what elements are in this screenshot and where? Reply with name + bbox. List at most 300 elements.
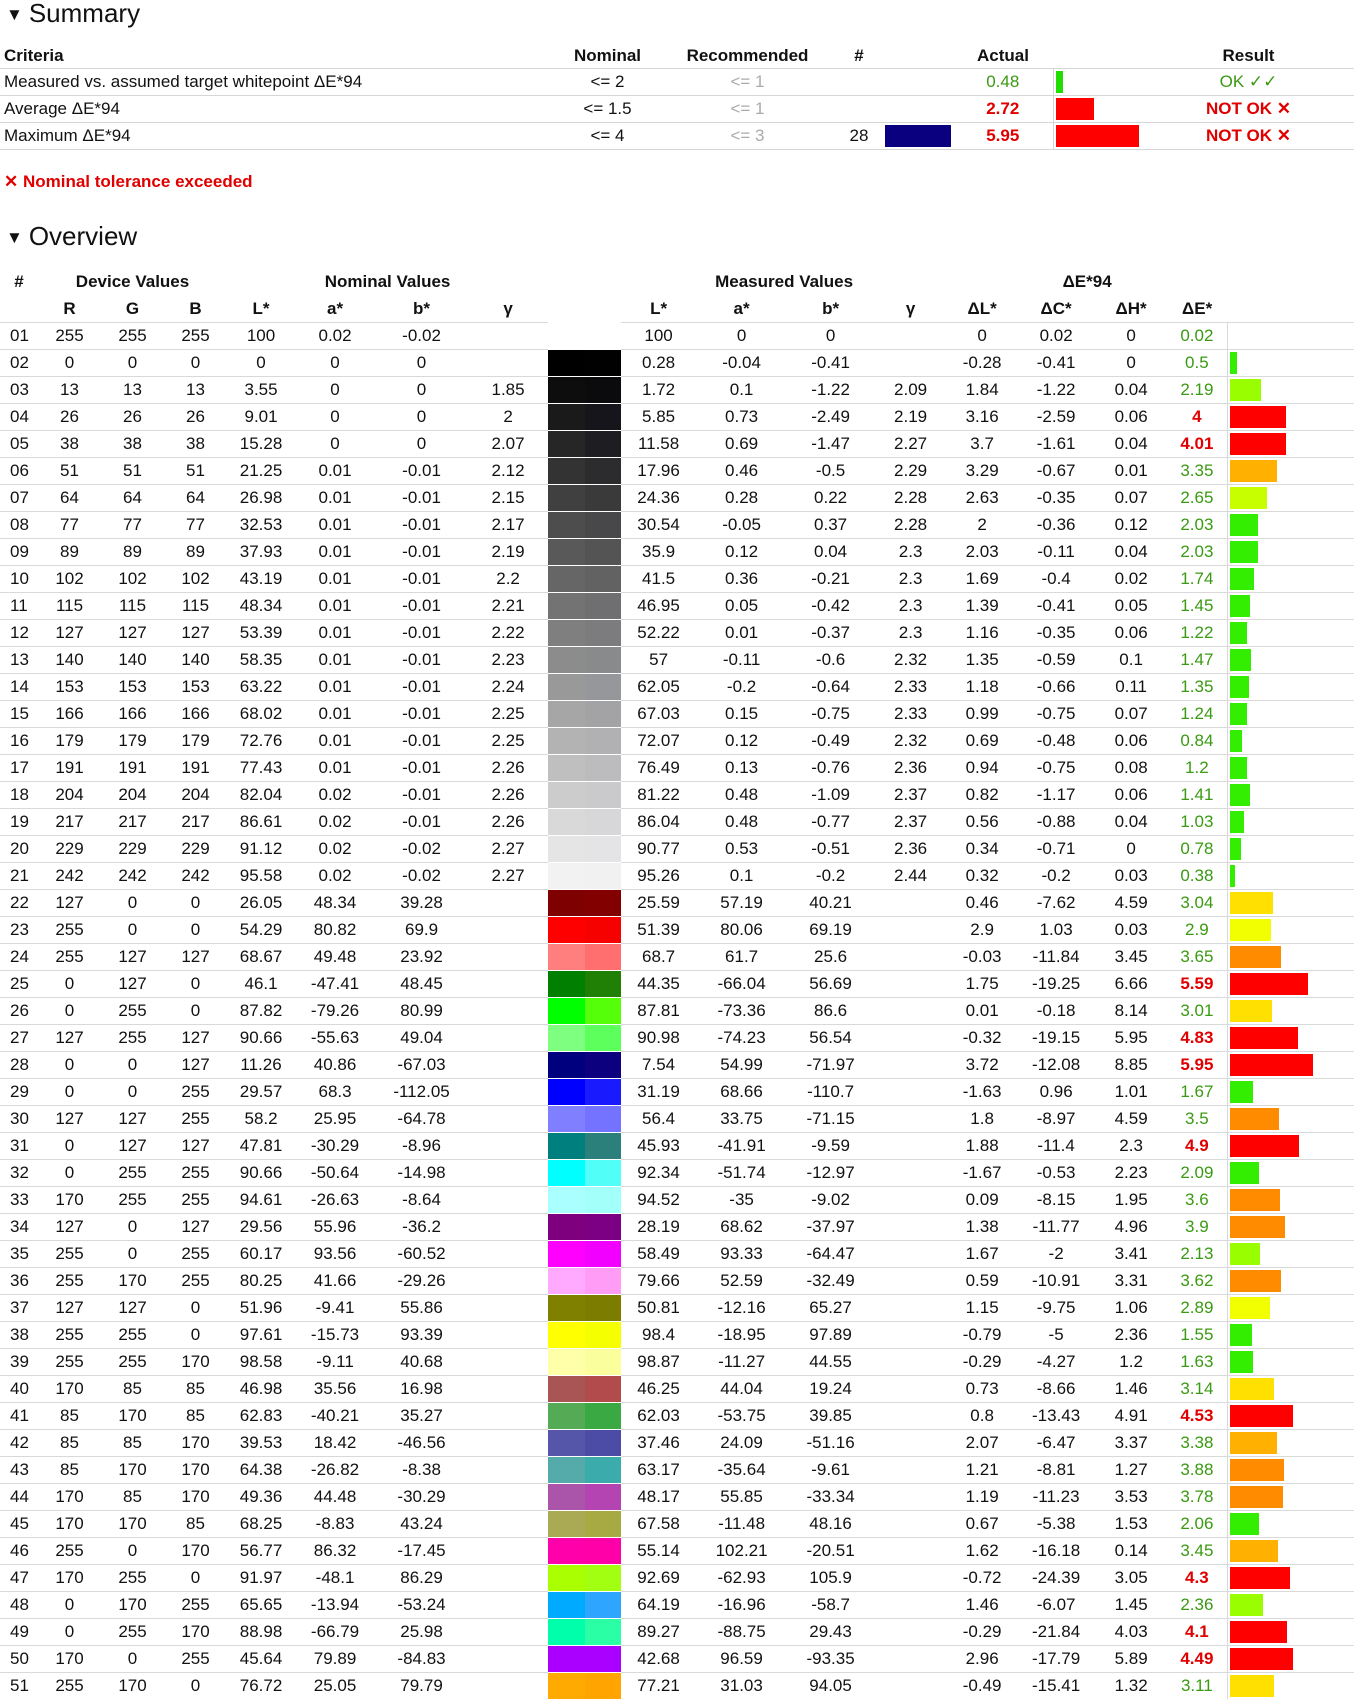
delta-l-cell: 0 — [947, 323, 1017, 350]
delta-e-bar — [1230, 1351, 1253, 1373]
g-cell: 0 — [101, 890, 164, 917]
nominal-gamma-cell — [468, 1430, 548, 1457]
delta-e-bar — [1230, 1675, 1274, 1697]
measured-b-cell: -0.2 — [787, 863, 874, 890]
delta-e-bar — [1230, 406, 1286, 428]
g-cell: 242 — [101, 863, 164, 890]
measured-l-cell: 45.93 — [621, 1133, 696, 1160]
nominal-swatch — [548, 1646, 585, 1672]
num-cell: 06 — [0, 458, 38, 485]
num-cell: 13 — [0, 647, 38, 674]
nominal-swatch — [548, 512, 585, 538]
measured-gamma-cell — [874, 1052, 947, 1079]
measured-gamma-cell: 2.27 — [874, 431, 947, 458]
overview-row — [0, 1133, 1354, 1160]
col-delta-h: ΔH* — [1115, 298, 1147, 318]
delta-c-cell: -5.38 — [1017, 1511, 1095, 1538]
measured-a-cell: -35 — [696, 1187, 787, 1214]
swatch-cell — [548, 809, 621, 836]
nominal-b-cell: -0.01 — [375, 485, 468, 512]
delta-c-cell: -0.41 — [1017, 593, 1095, 620]
overview-row — [0, 1457, 1354, 1484]
delta-e-bar — [1230, 460, 1277, 482]
swatch-cell — [548, 755, 621, 782]
nominal-swatch — [548, 1538, 585, 1564]
nominal-a-cell: 0.01 — [295, 647, 375, 674]
measured-a-cell: -0.04 — [696, 350, 787, 377]
measured-swatch — [585, 998, 622, 1024]
measured-a-cell: -88.75 — [696, 1619, 787, 1646]
nominal-b-cell: -0.01 — [375, 647, 468, 674]
measured-gamma-cell: 2.3 — [874, 593, 947, 620]
b-cell: 89 — [164, 539, 227, 566]
delta-h-cell: 0.04 — [1095, 809, 1167, 836]
b-cell: 140 — [164, 647, 227, 674]
nominal-a-cell: 0.02 — [295, 809, 375, 836]
nominal-gamma-cell: 2.2 — [468, 566, 548, 593]
measured-swatch — [585, 1565, 622, 1591]
num-cell: 44 — [0, 1484, 38, 1511]
nominal-a-cell: 0.01 — [295, 485, 375, 512]
delta-e-cell: 2.89 — [1167, 1295, 1227, 1322]
delta-e-cell: 3.5 — [1167, 1106, 1227, 1133]
g-cell: 170 — [101, 1268, 164, 1295]
b-cell: 85 — [164, 1511, 227, 1538]
swatch-cell — [548, 1457, 621, 1484]
delta-c-cell: -11.77 — [1017, 1214, 1095, 1241]
nominal-gamma-cell — [468, 971, 548, 998]
swatch-cell — [548, 1160, 621, 1187]
measured-a-cell: 0.15 — [696, 701, 787, 728]
num-cell: 14 — [0, 674, 38, 701]
nominal-gamma-cell — [468, 1268, 548, 1295]
delta-l-cell: 1.84 — [947, 377, 1017, 404]
nominal-b-cell: -60.52 — [375, 1241, 468, 1268]
measured-swatch — [585, 458, 622, 484]
measured-gamma-cell — [874, 890, 947, 917]
delta-e-cell: 4 — [1167, 404, 1227, 431]
nominal-l-cell: 48.34 — [227, 593, 295, 620]
g-cell: 255 — [101, 1160, 164, 1187]
delta-e-cell: 3.62 — [1167, 1268, 1227, 1295]
b-cell: 217 — [164, 809, 227, 836]
delta-e-bar — [1230, 892, 1273, 914]
delta-e-bar-cell — [1227, 1457, 1354, 1484]
nominal-gamma-cell — [468, 1646, 548, 1673]
measured-values-header: Measured Values — [715, 271, 854, 291]
col-measured-l: L* — [650, 298, 668, 318]
delta-e-bar-cell — [1227, 1241, 1354, 1268]
num-cell: 12 — [0, 620, 38, 647]
color-swatch — [885, 125, 951, 147]
delta-l-cell: 0.34 — [947, 836, 1017, 863]
delta-e-cell: 0.02 — [1167, 323, 1227, 350]
overview-row — [0, 539, 1354, 566]
r-cell: 204 — [38, 782, 101, 809]
delta-e-bar-cell — [1227, 1403, 1354, 1430]
nominal-swatch — [548, 1565, 585, 1591]
measured-swatch — [585, 1349, 622, 1375]
nominal-a-cell: 40.86 — [295, 1052, 375, 1079]
nominal-l-cell: 86.61 — [227, 809, 295, 836]
b-cell: 85 — [164, 1376, 227, 1403]
delta-e-bar-cell — [1227, 1025, 1354, 1052]
g-cell: 115 — [101, 593, 164, 620]
swatch-cell — [548, 1349, 621, 1376]
measured-b-cell: -0.21 — [787, 566, 874, 593]
delta-h-cell: 4.96 — [1095, 1214, 1167, 1241]
r-cell: 64 — [38, 485, 101, 512]
r-cell: 0 — [38, 1052, 101, 1079]
num-cell: 34 — [0, 1214, 38, 1241]
swatch-cell — [548, 512, 621, 539]
measured-l-cell: 100 — [621, 323, 696, 350]
delta-e-cell: 2.09 — [1167, 1160, 1227, 1187]
delta-e-bar-cell — [1227, 674, 1354, 701]
swatch-cell — [548, 836, 621, 863]
nominal-a-cell: -50.64 — [295, 1160, 375, 1187]
bar-cell — [1053, 123, 1143, 150]
measured-l-cell: 92.34 — [621, 1160, 696, 1187]
delta-l-cell: 3.16 — [947, 404, 1017, 431]
measured-l-cell: 7.54 — [621, 1052, 696, 1079]
nominal-swatch — [548, 404, 585, 430]
r-cell: 255 — [38, 1538, 101, 1565]
swatch-cell — [548, 674, 621, 701]
measured-b-cell: 40.21 — [787, 890, 874, 917]
measured-a-cell: 0.46 — [696, 458, 787, 485]
measured-gamma-cell — [874, 1079, 947, 1106]
r-cell: 0 — [38, 1079, 101, 1106]
delta-h-cell: 2.36 — [1095, 1322, 1167, 1349]
swatch-cell — [548, 1646, 621, 1673]
measured-swatch — [585, 1295, 622, 1321]
summary-heading[interactable]: ▼ Summary — [6, 0, 141, 28]
nominal-a-cell: 0.01 — [295, 512, 375, 539]
delta-e-bar-cell — [1227, 593, 1354, 620]
b-cell: 204 — [164, 782, 227, 809]
delta-l-cell: -0.29 — [947, 1349, 1017, 1376]
r-cell: 0 — [38, 1160, 101, 1187]
measured-swatch — [585, 1241, 622, 1267]
b-cell: 127 — [164, 1133, 227, 1160]
delta-e-cell: 1.2 — [1167, 755, 1227, 782]
measured-l-cell: 64.19 — [621, 1592, 696, 1619]
nominal-b-cell: -36.2 — [375, 1214, 468, 1241]
b-cell: 127 — [164, 620, 227, 647]
measured-b-cell: 25.6 — [787, 944, 874, 971]
delta-e-bar — [1230, 784, 1250, 806]
measured-a-cell: -62.93 — [696, 1565, 787, 1592]
nominal-gamma-cell: 2.19 — [468, 539, 548, 566]
swatch-cell — [548, 1484, 621, 1511]
measured-l-cell: 30.54 — [621, 512, 696, 539]
delta-h-cell: 1.32 — [1095, 1673, 1167, 1700]
col-r: R — [63, 298, 76, 318]
measured-a-cell: -51.74 — [696, 1160, 787, 1187]
nominal-swatch — [548, 809, 585, 835]
overview-row — [0, 971, 1354, 998]
delta-e-cell: 0.5 — [1167, 350, 1227, 377]
delta-h-cell: 3.41 — [1095, 1241, 1167, 1268]
swatch-cell — [548, 1187, 621, 1214]
delta-e-bar — [1230, 757, 1247, 779]
overview-heading[interactable]: ▼ Overview — [6, 221, 138, 251]
delta-e-bar-cell — [1227, 917, 1354, 944]
nominal-swatch — [548, 1349, 585, 1375]
g-cell: 0 — [101, 350, 164, 377]
r-cell: 38 — [38, 431, 101, 458]
delta-c-cell: -0.75 — [1017, 701, 1095, 728]
nominal-a-cell: 79.89 — [295, 1646, 375, 1673]
overview-row — [0, 1565, 1354, 1592]
measured-gamma-cell: 2.09 — [874, 377, 947, 404]
actual-header: Actual — [977, 45, 1029, 65]
nominal-a-cell: -40.21 — [295, 1403, 375, 1430]
delta-h-cell: 0.08 — [1095, 755, 1167, 782]
nominal-gamma-cell — [468, 1592, 548, 1619]
nominal-b-cell: -0.01 — [375, 728, 468, 755]
nominal-swatch — [548, 1214, 585, 1240]
g-cell: 102 — [101, 566, 164, 593]
swatch-cell — [548, 890, 621, 917]
swatch-cell — [548, 1322, 621, 1349]
delta-e-bar — [1230, 595, 1250, 617]
r-cell: 170 — [38, 1511, 101, 1538]
delta-h-cell: 3.53 — [1095, 1484, 1167, 1511]
measured-a-cell: 55.85 — [696, 1484, 787, 1511]
col-g: G — [125, 298, 140, 318]
measured-a-cell: -11.48 — [696, 1511, 787, 1538]
nominal-gamma-cell — [468, 1403, 548, 1430]
measured-a-cell: 61.7 — [696, 944, 787, 971]
nominal-a-cell: 0.01 — [295, 701, 375, 728]
measured-gamma-cell: 2.29 — [874, 458, 947, 485]
measured-swatch — [585, 809, 622, 835]
nominal-l-cell: 62.83 — [227, 1403, 295, 1430]
nominal-swatch — [548, 971, 585, 997]
b-cell: 255 — [164, 1106, 227, 1133]
measured-b-cell: -110.7 — [787, 1079, 874, 1106]
delta-h-cell: 0.04 — [1095, 431, 1167, 458]
num-cell: 11 — [0, 593, 38, 620]
r-cell: 26 — [38, 404, 101, 431]
nominal-swatch — [548, 782, 585, 808]
measured-b-cell: 0.22 — [787, 485, 874, 512]
nominal-a-cell: 0.01 — [295, 458, 375, 485]
delta-e-bar-cell — [1227, 1079, 1354, 1106]
num-cell: 30 — [0, 1106, 38, 1133]
collapse-triangle-icon[interactable]: ▼ — [6, 228, 23, 247]
nominal-gamma-cell — [468, 1376, 548, 1403]
nominal-a-cell: 0.01 — [295, 566, 375, 593]
delta-h-cell: 0.07 — [1095, 701, 1167, 728]
delta-c-cell: -0.18 — [1017, 998, 1095, 1025]
recommended-cell: <= 1 — [660, 96, 835, 123]
measured-l-cell: 52.22 — [621, 620, 696, 647]
delta-e-cell: 1.74 — [1167, 566, 1227, 593]
overview-column-header-row — [0, 295, 1354, 323]
swatch-cell — [548, 1295, 621, 1322]
overview-row — [0, 863, 1354, 890]
nominal-b-cell: 0 — [375, 350, 468, 377]
r-cell: 85 — [38, 1457, 101, 1484]
measured-gamma-cell — [874, 1430, 947, 1457]
delta-e-bar-cell — [1227, 1376, 1354, 1403]
delta-c-cell: -5 — [1017, 1322, 1095, 1349]
measured-swatch — [585, 1430, 622, 1456]
g-cell: 127 — [101, 1133, 164, 1160]
measured-a-cell: 0.13 — [696, 755, 787, 782]
b-cell: 26 — [164, 404, 227, 431]
delta-l-cell: 2.9 — [947, 917, 1017, 944]
delta-l-cell: 1.88 — [947, 1133, 1017, 1160]
delta-e-cell: 2.36 — [1167, 1592, 1227, 1619]
measured-swatch — [585, 1052, 622, 1078]
actual-bar — [1056, 125, 1139, 147]
num-cell: 49 — [0, 1619, 38, 1646]
nominal-swatch — [548, 728, 585, 754]
nominal-l-cell: 37.93 — [227, 539, 295, 566]
measured-b-cell: -32.49 — [787, 1268, 874, 1295]
nominal-a-cell: 0.02 — [295, 323, 375, 350]
nominal-l-cell: 46.98 — [227, 1376, 295, 1403]
delta-h-cell: 0.1 — [1095, 647, 1167, 674]
g-cell: 153 — [101, 674, 164, 701]
num-cell — [835, 69, 883, 96]
delta-e-bar — [1230, 487, 1267, 509]
overview-row — [0, 566, 1354, 593]
delta-c-cell: -8.15 — [1017, 1187, 1095, 1214]
nominal-gamma-cell — [468, 1565, 548, 1592]
overview-row — [0, 1430, 1354, 1457]
measured-gamma-cell — [874, 1322, 947, 1349]
measured-b-cell: -20.51 — [787, 1538, 874, 1565]
nominal-b-cell: -8.38 — [375, 1457, 468, 1484]
nominal-swatch — [548, 1295, 585, 1321]
delta-c-cell: -16.18 — [1017, 1538, 1095, 1565]
delta-h-cell: 3.31 — [1095, 1268, 1167, 1295]
g-cell: 0 — [101, 1052, 164, 1079]
nominal-gamma-cell — [468, 917, 548, 944]
measured-b-cell: -0.75 — [787, 701, 874, 728]
measured-a-cell: 102.21 — [696, 1538, 787, 1565]
delta-c-cell: -0.67 — [1017, 458, 1095, 485]
swatch-cell — [548, 917, 621, 944]
nominal-swatch — [548, 674, 585, 700]
delta-l-cell: -1.67 — [947, 1160, 1017, 1187]
measured-swatch — [585, 647, 622, 673]
delta-e-bar — [1230, 1162, 1259, 1184]
measured-b-cell: 39.85 — [787, 1403, 874, 1430]
overview-row — [0, 890, 1354, 917]
nominal-l-cell: 100 — [227, 323, 295, 350]
measured-gamma-cell: 2.32 — [874, 647, 947, 674]
delta-e-bar-cell — [1227, 1565, 1354, 1592]
nominal-b-cell: -46.56 — [375, 1430, 468, 1457]
measured-a-cell: 68.62 — [696, 1214, 787, 1241]
overview-row — [0, 377, 1354, 404]
nominal-gamma-cell — [468, 1187, 548, 1214]
delta-e-bar-cell — [1227, 701, 1354, 728]
nominal-gamma-cell — [468, 1511, 548, 1538]
r-cell: 0 — [38, 1592, 101, 1619]
delta-e-cell: 2.06 — [1167, 1511, 1227, 1538]
measured-swatch — [585, 1673, 622, 1699]
overview-row — [0, 701, 1354, 728]
measured-swatch — [585, 1511, 622, 1537]
num-cell: 25 — [0, 971, 38, 998]
measured-swatch — [585, 1106, 622, 1132]
delta-e-bar-cell — [1227, 1484, 1354, 1511]
swatch-cell — [548, 647, 621, 674]
measured-gamma-cell — [874, 998, 947, 1025]
delta-e-bar-cell — [1227, 782, 1354, 809]
num-cell: 16 — [0, 728, 38, 755]
num-cell: 42 — [0, 1430, 38, 1457]
g-cell: 127 — [101, 944, 164, 971]
delta-h-cell: 1.53 — [1095, 1511, 1167, 1538]
nominal-b-cell: 0 — [375, 377, 468, 404]
nominal-a-cell: 55.96 — [295, 1214, 375, 1241]
nominal-a-cell: -13.94 — [295, 1592, 375, 1619]
num-cell: 08 — [0, 512, 38, 539]
nominal-l-cell: 26.98 — [227, 485, 295, 512]
measured-swatch — [585, 1484, 622, 1510]
bar-cell — [1053, 69, 1143, 96]
delta-c-cell: -24.39 — [1017, 1565, 1095, 1592]
swatch-cell — [548, 998, 621, 1025]
col-delta-l: ΔL* — [967, 298, 997, 318]
delta-e-cell: 5.95 — [1167, 1052, 1227, 1079]
actual-cell: 0.48 — [953, 69, 1053, 96]
delta-e-bar — [1230, 865, 1235, 887]
nominal-swatch — [548, 539, 585, 565]
delta-e-bar — [1230, 1648, 1293, 1670]
g-cell: 140 — [101, 647, 164, 674]
delta-e-cell: 1.03 — [1167, 809, 1227, 836]
collapse-triangle-icon[interactable]: ▼ — [6, 5, 23, 24]
nominal-b-cell: -14.98 — [375, 1160, 468, 1187]
delta-e-cell: 2.9 — [1167, 917, 1227, 944]
g-cell: 255 — [101, 1565, 164, 1592]
delta-e-cell: 0.78 — [1167, 836, 1227, 863]
g-cell: 0 — [101, 1079, 164, 1106]
b-cell: 170 — [164, 1457, 227, 1484]
nominal-swatch — [548, 647, 585, 673]
delta-c-cell: -0.11 — [1017, 539, 1095, 566]
measured-gamma-cell: 2.28 — [874, 512, 947, 539]
delta-l-cell: 0.59 — [947, 1268, 1017, 1295]
nominal-gamma-cell: 2.25 — [468, 728, 548, 755]
delta-h-cell: 6.66 — [1095, 971, 1167, 998]
swatch-header — [883, 43, 953, 69]
nominal-a-cell: 0.01 — [295, 620, 375, 647]
measured-l-cell: 24.36 — [621, 485, 696, 512]
swatch-cell — [548, 350, 621, 377]
delta-h-cell: 0.06 — [1095, 404, 1167, 431]
delta-e-cell: 1.35 — [1167, 674, 1227, 701]
nominal-gamma-cell — [468, 1079, 548, 1106]
delta-l-cell: -1.63 — [947, 1079, 1017, 1106]
measured-swatch — [585, 1538, 622, 1564]
nominal-l-cell: 39.53 — [227, 1430, 295, 1457]
nominal-l-cell: 88.98 — [227, 1619, 295, 1646]
delta-h-cell: 0.06 — [1095, 782, 1167, 809]
nominal-a-cell: 49.48 — [295, 944, 375, 971]
r-cell: 255 — [38, 917, 101, 944]
nominal-swatch — [548, 1268, 585, 1294]
